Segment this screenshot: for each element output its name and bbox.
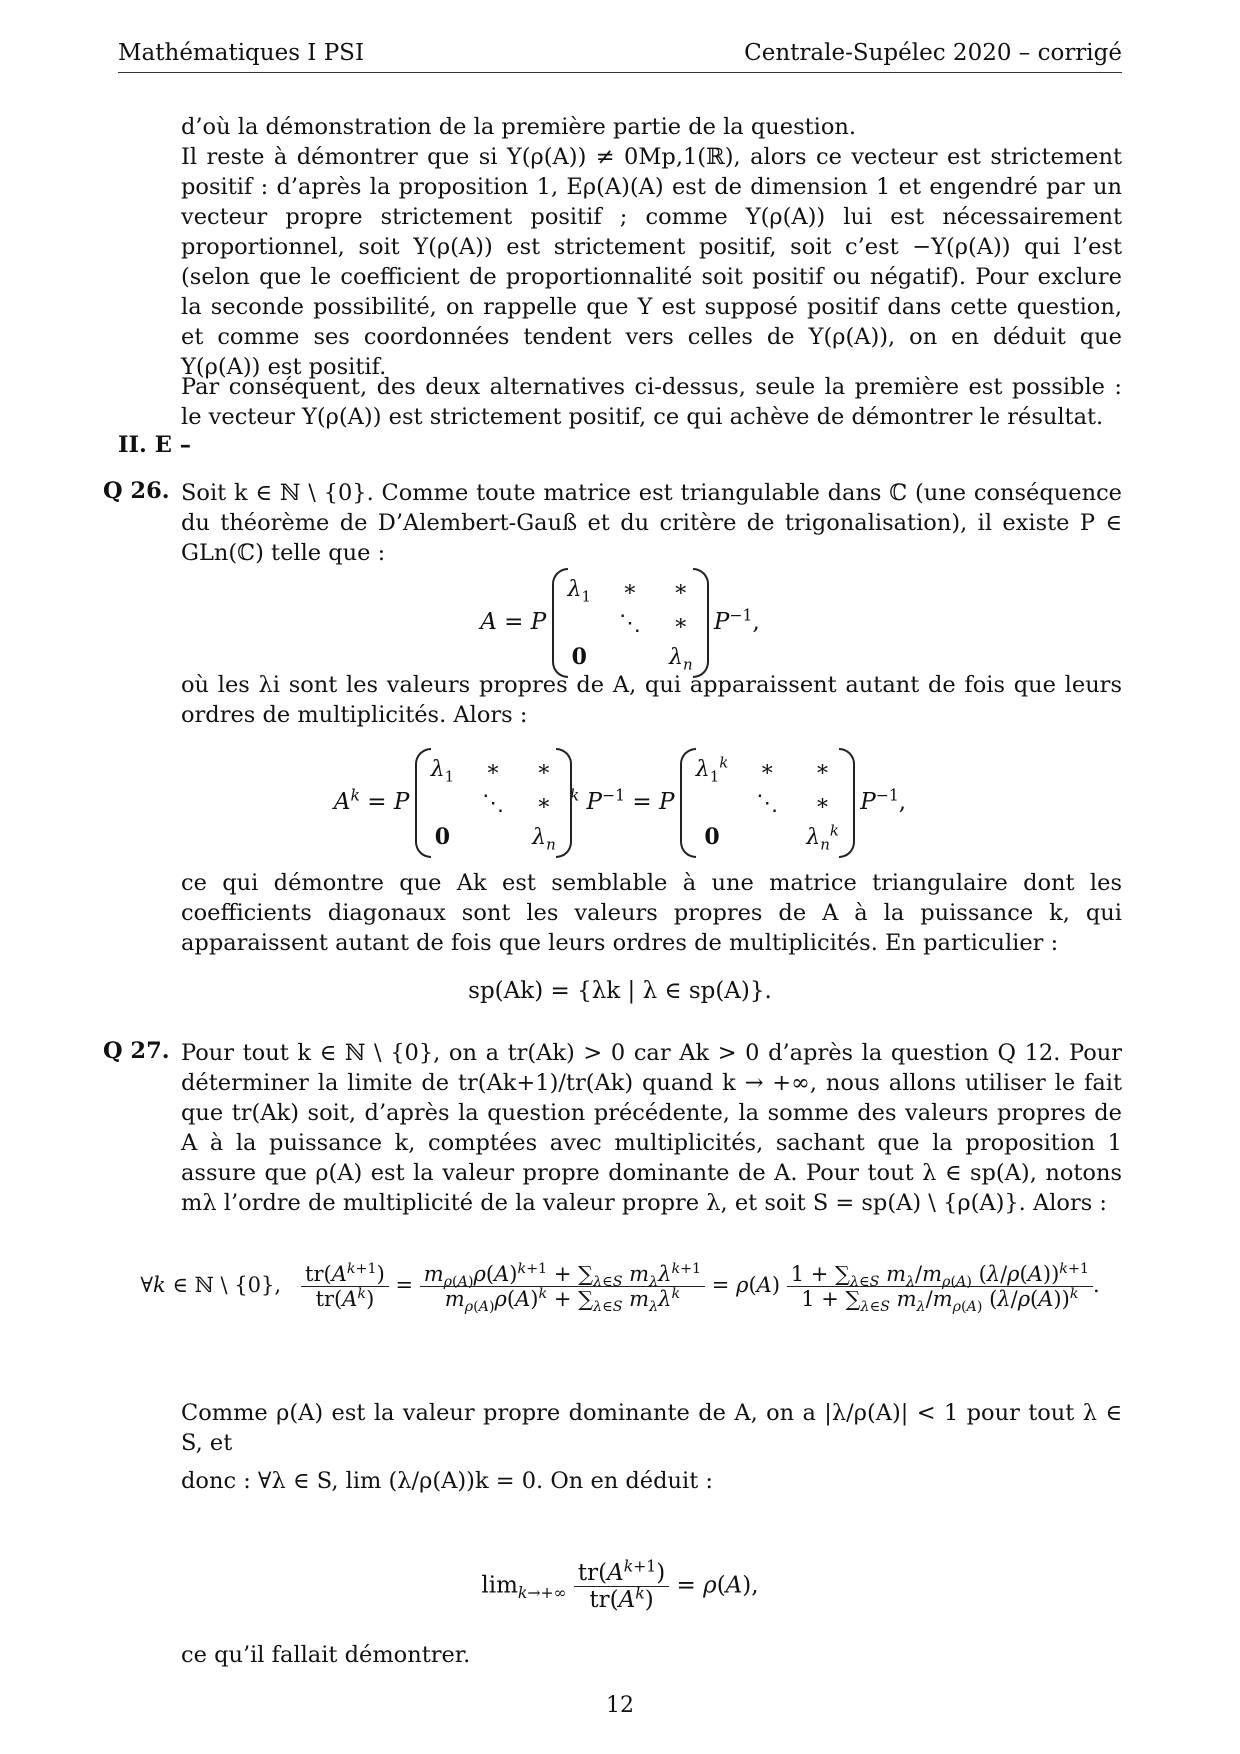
q27-limit-equation: $\lim_{k\to+\infty}$ $\frac{tr(A^{k+1})}{tr(A^k)}$ = ρ(A), [481,1556,759,1613]
q27-text-4: ce qu’il fallait démontrer. [181,1642,471,1668]
paragraph-2 [181,142,1122,382]
q27-label: Q 27. [103,1038,170,1064]
paragraph-2-text: Il reste à démontrer que si Y(ρ(A)) ≠ 0Mp,1(ℝ), alors ce vecteur est strictement positif : d’après la proposition 1, Eρ(A)(A) est de dimension 1 et engendré par un vecteur propre strictement positif ; comme Y(ρ(A)) lui est nécessairement proportionnel, soit Y(ρ(A)) est strictement positif, soit c’est −Y(ρ(A)) qui l’est (selon que le coefficient de proportionnalité soit positif ou négatif). Pour exclure la seconde possibilité, on rappelle que Y est supposé positif dans cette question, et comme ses coordonnées tendent vers celles de Y(ρ(A)), on en déduit que Y(ρ(A)) est positif. [181,144,1122,380]
header-right: Centrale-Supélec 2020 – corrigé [744,40,1122,66]
matrix-power: $\lambda_1$ ∗ ∗ ⋱ ∗ 0 $\lambda_n$ [417,752,570,854]
q27-text-1: Pour tout k ∈ ℕ \ {0}, on a tr(Ak) > 0 car Ak > 0 d’après la question Q 12. Pour déterminer la limite de tr(Ak+1)/tr(Ak) quand k → +∞, nous allons utiliser le fait que tr(Ak) soit, d’après la question précédente, la somme des valeurs propres de A à la puissance k, comptées avec multiplicités, sachant que la proposition 1 assure que ρ(A) est la valeur propre dominante de A. Pour tout λ ∈ sp(A), notons mλ l’ordre de multiplicité de la valeur propre λ, et soit S = sp(A) \ {ρ(A)}. Alors : [181,1040,1122,1216]
q26-text-2: où les λi sont les valeurs propres de A, qui apparaissent autant de fois que leurs ordres de multiplicités. Alors : [181,672,1122,728]
header-left: Mathématiques I PSI [118,40,365,66]
q27-text-3: donc : ∀λ ∈ S, lim (λ/ρ(A))k = 0. On en déduit : [181,1468,713,1494]
q26-equation-1: A = P $\lambda_1$ ∗ ∗ ⋱ ∗ 0 $\lambda_n$ $P^{-1}$, [0,572,1240,674]
matrix-diagonal-powers: $\lambda_1^k$ ∗ ∗ ⋱ ∗ 0 $\lambda_n^k$ [682,752,853,854]
section-heading: II. E – [118,432,191,458]
q27-big-equation: ∀k ∈ ℕ \ {0}, $\frac{tr(A^{k+1})}{tr(A^k)}$ = $\frac{m_{\rho(A)}\rho(A)^{k+1} + \sum_{\lambda\in S} m_\lambda\lambda^{k+1}}{m_{\rho(A)}\rho(A)^k + \sum_{\lambda\in S} m_\lambda\lambda^k}$ = ρ(A) $\frac{1 + \sum_{\lambda\in S} m_\lambda/m_{\rho(A)} (\lambda/\rho(A))^{k+1}}{1 + \sum_{\lambda\in S} m_\lambda/m_{\rho(A)} (\lambda/\rho(A))^k}$ . [140,1261,1100,1316]
triangular-matrix: $\lambda_1$ ∗ ∗ ⋱ ∗ 0 $\lambda_n$ [554,572,707,674]
paragraph-1: d’où la démonstration de la première partie de la question. [181,114,857,140]
q27-text-2: Comme ρ(A) est la valeur propre dominante de A, on a |λ/ρ(A)| < 1 pour tout λ ∈ S, et [181,1400,1122,1456]
paragraph-3: Par conséquent, des deux alternatives ci-dessus, seule la première est possible : le vecteur Y(ρ(A)) est strictement positif, ce qui achève de démontrer le résultat. [181,374,1122,430]
page-number: 12 [606,1693,634,1718]
q26-equation-2: $A^k = P$ $\lambda_1$ ∗ ∗ ⋱ ∗ 0 $\lambda_n$ $^k$ $P^{-1} = P$ $\lambda_1^k$ ∗ ∗ ⋱ ∗ 0 $\lambda_n^k$ $P^{-1}$, [0,752,1240,854]
page-header [118,38,1122,73]
q26-text-3: ce qui démontre que Ak est semblable à une matrice triangulaire dont les coefficients diagonaux sont les valeurs propres de A à la puissance k, qui apparaissent autant de fois que leurs ordres de multiplicités. En particulier : [181,870,1122,956]
q26-equation-sp: sp(Ak) = {λk | λ ∈ sp(A)}. [468,978,772,1004]
q26-text-1: Soit k ∈ ℕ \ {0}. Comme toute matrice est triangulable dans ℂ (une conséquence du théorème de D’Alembert-Gauß et du critère de trigonalisation), il existe P ∈ GLn(ℂ) telle que : [181,480,1122,566]
q26-label: Q 26. [103,478,170,504]
